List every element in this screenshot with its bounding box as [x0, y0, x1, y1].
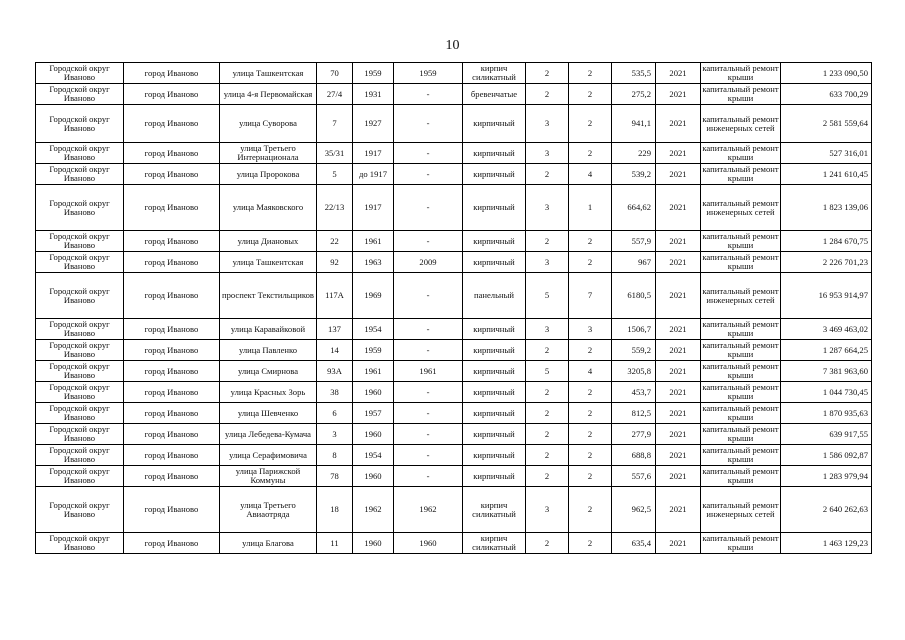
table-row [36, 487, 872, 533]
city-cell: город Иваново [124, 382, 220, 403]
district-cell: Городской округ Иваново [36, 340, 124, 361]
year-built-cell: 1961 [353, 231, 394, 252]
entrances-cell: 2 [569, 63, 612, 84]
year-built-cell: 1931 [353, 84, 394, 105]
city-cell: город Иваново [124, 487, 220, 533]
wall-material-cell: кирпич силикатный [463, 487, 526, 533]
wall-material-cell: кирпичный [463, 382, 526, 403]
street-cell: улица Шевченко [220, 403, 317, 424]
work-type-cell: капитальный ремонт крыши [702, 164, 779, 183]
entrances-cell: 2 [569, 340, 612, 361]
work-type-cell: капитальный ремонт крыши [702, 445, 779, 464]
area-cell: 275,2 [612, 84, 656, 105]
work-type-cell: капитальный ремонт крыши [702, 424, 779, 443]
street-cell: улица 4-я Первомайская [220, 84, 317, 105]
city-cell: город Иваново [124, 533, 220, 554]
floors-cell: 2 [526, 63, 569, 84]
cost-cell: 1 870 935,63 [781, 403, 872, 424]
planned-year-cell: 2021 [656, 143, 701, 164]
entrances-cell: 2 [569, 252, 612, 273]
district-cell: Городской округ Иваново [36, 361, 124, 382]
cost-cell: 1 241 610,45 [781, 164, 872, 185]
entrances-cell: 2 [569, 487, 612, 533]
year-built-cell: 1959 [353, 63, 394, 84]
area-cell: 6180,5 [612, 273, 656, 319]
wall-material-cell: кирпичный [463, 143, 526, 164]
area-cell: 557,9 [612, 231, 656, 252]
city-cell: город Иваново [124, 319, 220, 340]
planned-year-cell: 2021 [656, 252, 701, 273]
street-cell: улица Серафимовича [220, 445, 317, 466]
work-type-cell: капитальный ремонт крыши [702, 84, 779, 103]
entrances-cell: 3 [569, 319, 612, 340]
planned-year-cell: 2021 [656, 84, 701, 105]
district-cell: Городской округ Иваново [36, 487, 124, 533]
city-cell: город Иваново [124, 252, 220, 273]
city-cell: город Иваново [124, 424, 220, 445]
work-type-cell: капитальный ремонт крыши [702, 340, 779, 359]
year-overhaul-cell: - [394, 84, 463, 105]
street-cell: улица Ташкентская [220, 252, 317, 273]
wall-material-cell: бревенчатые [463, 84, 526, 105]
cost-cell: 1 823 139,06 [781, 185, 872, 231]
area-cell: 967 [612, 252, 656, 273]
planned-year-cell: 2021 [656, 231, 701, 252]
cost-cell: 2 640 262,63 [781, 487, 872, 533]
wall-material-cell: кирпич силикатный [463, 63, 526, 84]
work-type-cell: капитальный ремонт инженерных сетей [701, 487, 781, 533]
district-cell: Городской округ Иваново [36, 273, 124, 319]
year-overhaul-cell: 1961 [394, 361, 463, 382]
work-type-cell: капитальный ремонт инженерных сетей [701, 273, 781, 319]
house-number-cell: 5 [317, 164, 353, 185]
cost-cell: 2 581 559,64 [781, 105, 872, 143]
table-row [36, 361, 872, 382]
year-overhaul-cell: - [394, 340, 463, 361]
work-type-cell: капитальный ремонт крыши [702, 231, 779, 250]
cost-cell: 1 287 664,25 [781, 340, 872, 361]
table-row [36, 185, 872, 231]
cost-cell: 16 953 914,97 [781, 273, 872, 319]
area-cell: 557,6 [612, 466, 656, 487]
wall-material-cell: кирпичный [463, 403, 526, 424]
wall-material-cell: кирпич силикатный [463, 533, 526, 554]
house-number-cell: 14 [317, 340, 353, 361]
area-cell: 539,2 [612, 164, 656, 185]
planned-year-cell: 2021 [656, 533, 701, 554]
year-built-cell: 1960 [353, 466, 394, 487]
year-built-cell: 1927 [353, 105, 394, 143]
table-row [36, 143, 872, 164]
district-cell: Городской округ Иваново [36, 445, 124, 466]
street-cell: улица Суворова [220, 105, 317, 143]
street-cell: улица Каравайковой [220, 319, 317, 340]
street-cell: улица Третьего Авиаотряда [220, 487, 317, 533]
floors-cell: 3 [526, 252, 569, 273]
planned-year-cell: 2021 [656, 273, 701, 319]
year-built-cell: 1954 [353, 445, 394, 466]
floors-cell: 2 [526, 382, 569, 403]
house-number-cell: 27/4 [317, 84, 353, 105]
entrances-cell: 2 [569, 143, 612, 164]
street-cell: улица Пророкова [220, 164, 317, 185]
table-row [36, 382, 872, 403]
cost-cell: 633 700,29 [781, 84, 872, 105]
cost-cell: 527 316,01 [781, 143, 872, 164]
work-type-cell: капитальный ремонт крыши [702, 252, 779, 271]
year-built-cell: 1960 [353, 533, 394, 554]
floors-cell: 2 [526, 403, 569, 424]
work-type-cell: капитальный ремонт крыши [702, 361, 779, 380]
area-cell: 453,7 [612, 382, 656, 403]
area-cell: 535,5 [612, 63, 656, 84]
street-cell: улица Павленко [220, 340, 317, 361]
district-cell: Городской округ Иваново [36, 403, 124, 424]
street-cell: улица Третьего Интернационала [220, 143, 317, 164]
year-built-cell: 1954 [353, 319, 394, 340]
district-cell: Городской округ Иваново [36, 382, 124, 403]
work-type-cell: капитальный ремонт инженерных сетей [701, 105, 781, 143]
entrances-cell: 2 [569, 445, 612, 466]
district-cell: Городской округ Иваново [36, 533, 124, 554]
work-type-cell: капитальный ремонт крыши [702, 466, 779, 485]
year-overhaul-cell: - [394, 424, 463, 445]
planned-year-cell: 2021 [656, 424, 701, 445]
cost-cell: 639 917,55 [781, 424, 872, 445]
cost-cell: 1 586 092,87 [781, 445, 872, 466]
entrances-cell: 7 [569, 273, 612, 319]
floors-cell: 3 [526, 185, 569, 231]
year-overhaul-cell: - [394, 319, 463, 340]
city-cell: город Иваново [124, 84, 220, 105]
work-type-cell: капитальный ремонт крыши [702, 403, 779, 422]
wall-material-cell: кирпичный [463, 340, 526, 361]
house-number-cell: 22/13 [317, 185, 353, 231]
city-cell: город Иваново [124, 445, 220, 466]
city-cell: город Иваново [124, 143, 220, 164]
house-number-cell: 38 [317, 382, 353, 403]
floors-cell: 2 [526, 164, 569, 185]
district-cell: Городской округ Иваново [36, 424, 124, 445]
area-cell: 229 [612, 143, 656, 164]
street-cell: улица Благова [220, 533, 317, 554]
planned-year-cell: 2021 [656, 164, 701, 185]
house-number-cell: 117А [317, 273, 353, 319]
cost-cell: 1 233 090,50 [781, 63, 872, 84]
area-cell: 941,1 [612, 105, 656, 143]
year-built-cell: 1917 [353, 185, 394, 231]
district-cell: Городской округ Иваново [36, 105, 124, 143]
house-number-cell: 7 [317, 105, 353, 143]
year-overhaul-cell: 1962 [394, 487, 463, 533]
planned-year-cell: 2021 [656, 63, 701, 84]
house-number-cell: 18 [317, 487, 353, 533]
district-cell: Городской округ Иваново [36, 143, 124, 164]
house-number-cell: 137 [317, 319, 353, 340]
street-cell: улица Смирнова [220, 361, 317, 382]
area-cell: 688,8 [612, 445, 656, 466]
year-overhaul-cell: - [394, 382, 463, 403]
street-cell: проспект Текстильщиков [220, 273, 317, 319]
year-built-cell: 1962 [353, 487, 394, 533]
area-cell: 664,62 [612, 185, 656, 231]
table-row [36, 340, 872, 361]
year-overhaul-cell: - [394, 143, 463, 164]
cost-cell: 2 226 701,23 [781, 252, 872, 273]
district-cell: Городской округ Иваново [36, 319, 124, 340]
floors-cell: 2 [526, 445, 569, 466]
work-type-cell: капитальный ремонт инженерных сетей [701, 185, 781, 231]
year-overhaul-cell: 2009 [394, 252, 463, 273]
wall-material-cell: кирпичный [463, 252, 526, 273]
table-row [36, 445, 872, 466]
work-type-cell: капитальный ремонт крыши [702, 533, 779, 552]
year-built-cell: до 1917 [353, 164, 394, 185]
city-cell: город Иваново [124, 231, 220, 252]
wall-material-cell: кирпичный [463, 105, 526, 143]
year-overhaul-cell: - [394, 231, 463, 252]
wall-material-cell: панельный [463, 273, 526, 319]
year-overhaul-cell: - [394, 403, 463, 424]
planned-year-cell: 2021 [656, 361, 701, 382]
wall-material-cell: кирпичный [463, 424, 526, 445]
year-overhaul-cell: - [394, 466, 463, 487]
table-row [36, 424, 872, 445]
floors-cell: 2 [526, 231, 569, 252]
table-row [36, 252, 872, 273]
city-cell: город Иваново [124, 466, 220, 487]
district-cell: Городской округ Иваново [36, 231, 124, 252]
table-row [36, 164, 872, 185]
planned-year-cell: 2021 [656, 340, 701, 361]
year-built-cell: 1917 [353, 143, 394, 164]
house-number-cell: 35/31 [317, 143, 353, 164]
table-row [36, 84, 872, 105]
year-built-cell: 1959 [353, 340, 394, 361]
floors-cell: 3 [526, 319, 569, 340]
entrances-cell: 2 [569, 424, 612, 445]
year-overhaul-cell: - [394, 105, 463, 143]
work-type-cell: капитальный ремонт крыши [702, 319, 779, 338]
floors-cell: 3 [526, 143, 569, 164]
street-cell: улица Красных Зорь [220, 382, 317, 403]
street-cell: улица Лебедева-Кумача [220, 424, 317, 445]
year-overhaul-cell: - [394, 273, 463, 319]
cost-cell: 1 463 129,23 [781, 533, 872, 554]
street-cell: улица Ташкентская [220, 63, 317, 84]
floors-cell: 5 [526, 361, 569, 382]
year-built-cell: 1957 [353, 403, 394, 424]
area-cell: 3205,8 [612, 361, 656, 382]
floors-cell: 5 [526, 273, 569, 319]
wall-material-cell: кирпичный [463, 361, 526, 382]
area-cell: 812,5 [612, 403, 656, 424]
entrances-cell: 4 [569, 361, 612, 382]
district-cell: Городской округ Иваново [36, 63, 124, 84]
table-row [36, 466, 872, 487]
planned-year-cell: 2021 [656, 185, 701, 231]
year-overhaul-cell: - [394, 185, 463, 231]
table-row [36, 231, 872, 252]
year-built-cell: 1969 [353, 273, 394, 319]
entrances-cell: 4 [569, 164, 612, 185]
district-cell: Городской округ Иваново [36, 466, 124, 487]
street-cell: улица Парижской Коммуны [220, 466, 317, 487]
district-cell: Городской округ Иваново [36, 252, 124, 273]
year-built-cell: 1961 [353, 361, 394, 382]
district-cell: Городской округ Иваново [36, 164, 124, 185]
year-built-cell: 1960 [353, 424, 394, 445]
housing-registry-table [35, 62, 872, 554]
planned-year-cell: 2021 [656, 105, 701, 143]
page-number: 10 [445, 38, 460, 53]
city-cell: город Иваново [124, 361, 220, 382]
house-number-cell: 70 [317, 63, 353, 84]
wall-material-cell: кирпичный [463, 185, 526, 231]
work-type-cell: капитальный ремонт крыши [702, 382, 779, 401]
city-cell: город Иваново [124, 403, 220, 424]
entrances-cell: 2 [569, 403, 612, 424]
floors-cell: 2 [526, 340, 569, 361]
house-number-cell: 78 [317, 466, 353, 487]
planned-year-cell: 2021 [656, 445, 701, 466]
entrances-cell: 2 [569, 105, 612, 143]
city-cell: город Иваново [124, 340, 220, 361]
work-type-cell: капитальный ремонт крыши [702, 143, 779, 162]
area-cell: 1506,7 [612, 319, 656, 340]
year-built-cell: 1960 [353, 382, 394, 403]
city-cell: город Иваново [124, 63, 220, 84]
wall-material-cell: кирпичный [463, 319, 526, 340]
planned-year-cell: 2021 [656, 382, 701, 403]
cost-cell: 3 469 463,02 [781, 319, 872, 340]
house-number-cell: 92 [317, 252, 353, 273]
table-row [36, 403, 872, 424]
entrances-cell: 2 [569, 231, 612, 252]
planned-year-cell: 2021 [656, 466, 701, 487]
city-cell: город Иваново [124, 164, 220, 185]
wall-material-cell: кирпичный [463, 466, 526, 487]
wall-material-cell: кирпичный [463, 231, 526, 252]
entrances-cell: 2 [569, 466, 612, 487]
city-cell: город Иваново [124, 185, 220, 231]
year-overhaul-cell: - [394, 445, 463, 466]
table-row [36, 533, 872, 554]
year-overhaul-cell: - [394, 164, 463, 185]
cost-cell: 1 044 730,45 [781, 382, 872, 403]
floors-cell: 2 [526, 466, 569, 487]
house-number-cell: 22 [317, 231, 353, 252]
entrances-cell: 2 [569, 533, 612, 554]
cost-cell: 1 283 979,94 [781, 466, 872, 487]
street-cell: улица Диановых [220, 231, 317, 252]
area-cell: 559,2 [612, 340, 656, 361]
city-cell: город Иваново [124, 273, 220, 319]
work-type-cell: капитальный ремонт крыши [702, 63, 779, 82]
entrances-cell: 1 [569, 185, 612, 231]
year-overhaul-cell: 1960 [394, 533, 463, 554]
wall-material-cell: кирпичный [463, 445, 526, 466]
table-row [36, 63, 872, 84]
planned-year-cell: 2021 [656, 319, 701, 340]
floors-cell: 3 [526, 487, 569, 533]
area-cell: 277,9 [612, 424, 656, 445]
table-row [36, 105, 872, 143]
table-row [36, 273, 872, 319]
district-cell: Городской округ Иваново [36, 84, 124, 105]
district-cell: Городской округ Иваново [36, 185, 124, 231]
table-row [36, 319, 872, 340]
area-cell: 962,5 [612, 487, 656, 533]
floors-cell: 2 [526, 84, 569, 105]
house-number-cell: 6 [317, 403, 353, 424]
planned-year-cell: 2021 [656, 487, 701, 533]
cost-cell: 7 381 963,60 [781, 361, 872, 382]
area-cell: 635,4 [612, 533, 656, 554]
planned-year-cell: 2021 [656, 403, 701, 424]
house-number-cell: 93А [317, 361, 353, 382]
floors-cell: 3 [526, 105, 569, 143]
city-cell: город Иваново [124, 105, 220, 143]
year-overhaul-cell: 1959 [394, 63, 463, 84]
wall-material-cell: кирпичный [463, 164, 526, 185]
cost-cell: 1 284 670,75 [781, 231, 872, 252]
year-built-cell: 1963 [353, 252, 394, 273]
house-number-cell: 11 [317, 533, 353, 554]
entrances-cell: 2 [569, 84, 612, 105]
floors-cell: 2 [526, 533, 569, 554]
street-cell: улица Маяковского [220, 185, 317, 231]
house-number-cell: 8 [317, 445, 353, 466]
floors-cell: 2 [526, 424, 569, 445]
entrances-cell: 2 [569, 382, 612, 403]
house-number-cell: 3 [317, 424, 353, 445]
